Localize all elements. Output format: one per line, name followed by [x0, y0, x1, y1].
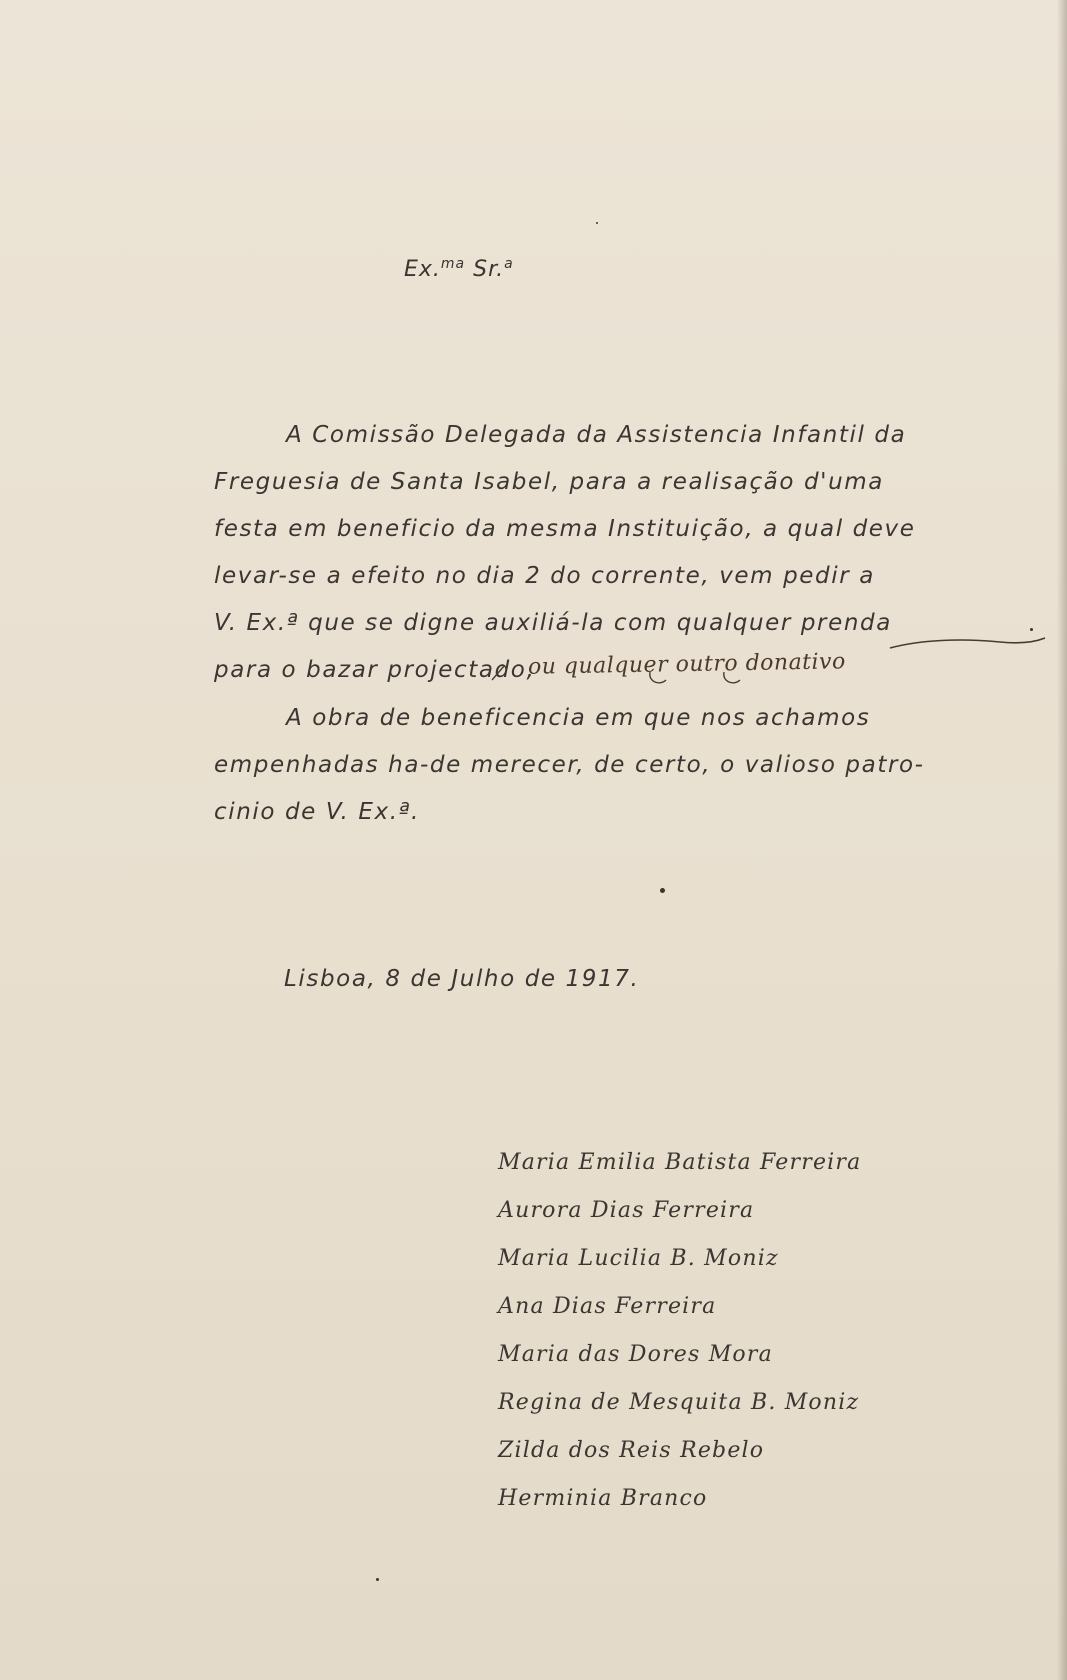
salutation-sup-1: ma [440, 256, 466, 272]
signatory-4: Ana Dias Ferreira [498, 1294, 717, 1319]
page-edge-shadow [1057, 0, 1067, 1680]
paper-speck [660, 888, 665, 893]
paper-speck [1030, 628, 1033, 631]
paper-speck [376, 1578, 379, 1581]
signatory-8: Herminia Branco [498, 1486, 708, 1511]
signatory-2: Aurora Dias Ferreira [498, 1198, 755, 1223]
signatory-3: Maria Lucilia B. Moniz [498, 1246, 779, 1271]
body-line-1: A Comissão Delegada da Assistencia Infantil da [286, 422, 907, 448]
signatory-6: Regina de Mesquita B. Moniz [498, 1390, 860, 1415]
signatory-1: Maria Emilia Batista Ferreira [498, 1150, 862, 1175]
handwritten-flourish [490, 636, 1050, 696]
signatory-7: Zilda dos Reis Rebelo [498, 1438, 765, 1463]
signatory-5: Maria das Dores Mora [498, 1342, 773, 1367]
body-line-4: levar-se a efeito no dia 2 do corrente, vem pedir a [214, 563, 875, 589]
body-line-9: cinio de V. Ex.ª. [214, 799, 420, 825]
body-line-2: Freguesia de Santa Isabel, para a realisação d'uma [214, 469, 884, 495]
salutation-main: Ex. [404, 257, 441, 282]
body-line-3: festa em beneficio da mesma Instituição, a qual deve [214, 516, 916, 542]
body-line-6: para o bazar projectado, [214, 657, 536, 683]
salutation-sup-2: a [504, 256, 514, 272]
body-line-7: A obra de beneficencia em que nos achamos [286, 705, 871, 731]
salutation-mid: Sr. [465, 257, 505, 282]
salutation [404, 256, 514, 282]
handwritten-insertion: ou qualquer outro donativo [527, 649, 846, 680]
body-line-5: V. Ex.ª que se digne auxiliá-la com qualquer prenda [214, 610, 892, 636]
date-line: Lisboa, 8 de Julho de 1917. [284, 966, 640, 992]
body-line-8: empenhadas ha-de merecer, de certo, o valioso patro- [214, 752, 925, 778]
paper-speck [596, 222, 598, 224]
